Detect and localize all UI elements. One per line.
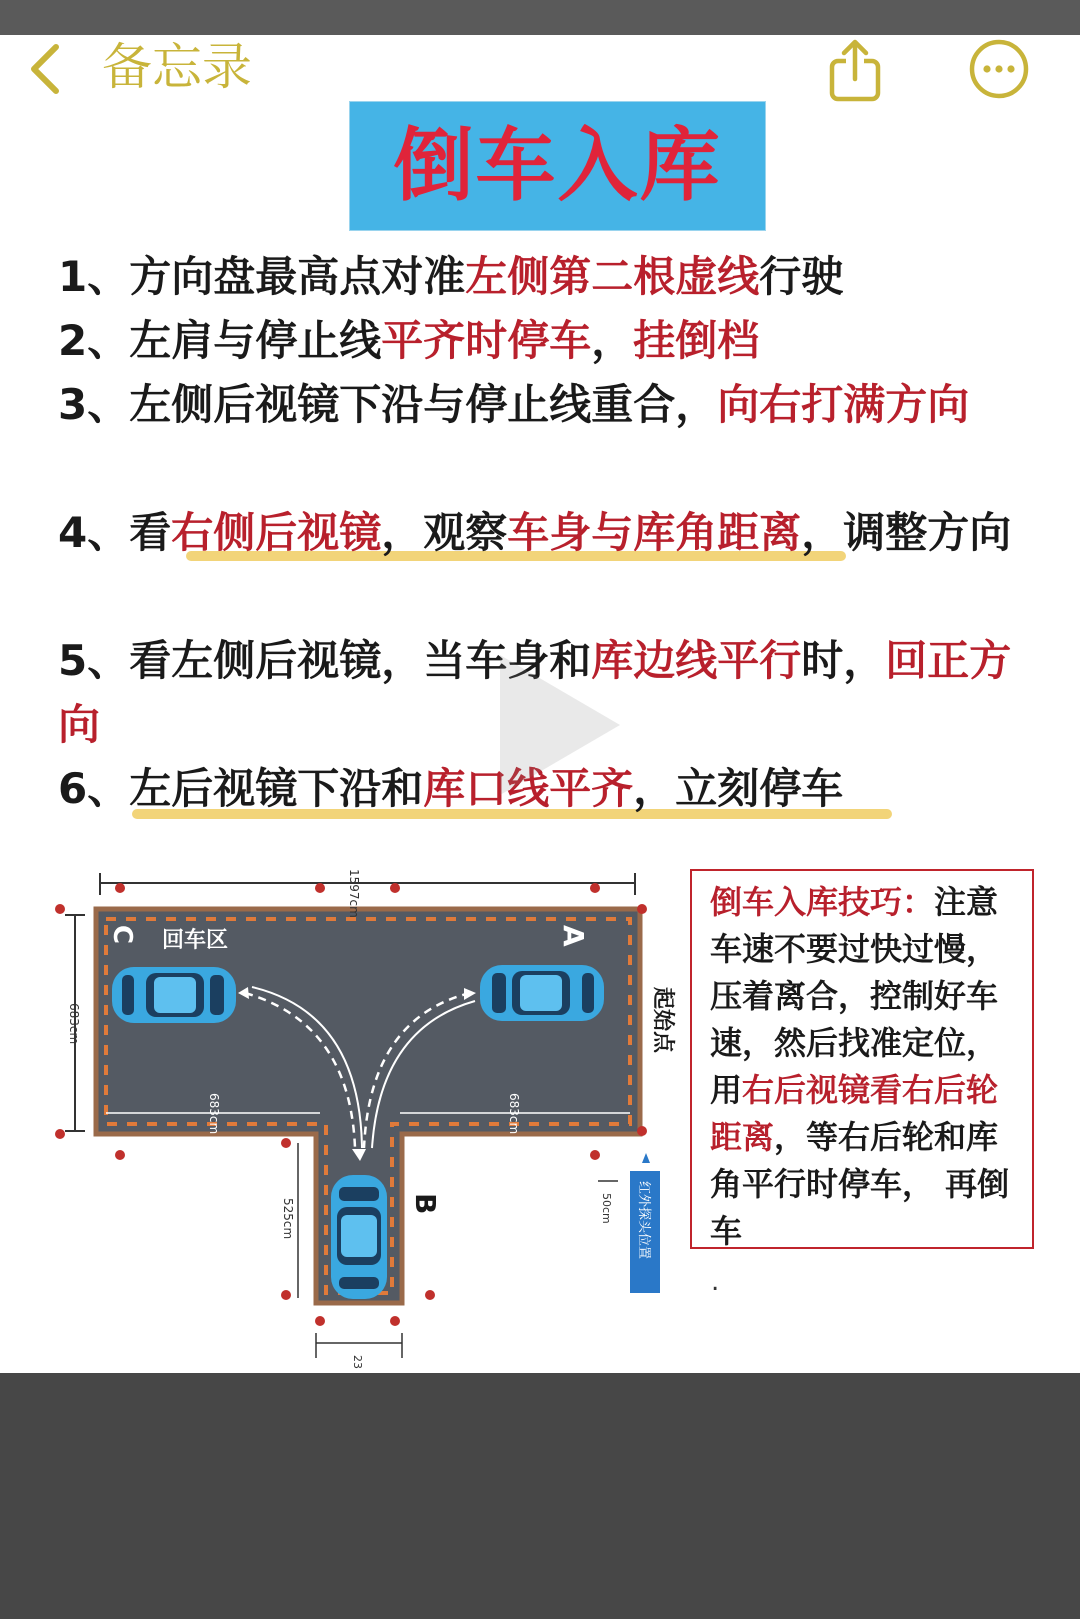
top-dimension: 1597cm [347,869,361,918]
left-dimension: 683cm [67,1003,81,1045]
tip-body-end: ，等右后轮和库角平行时停车， 再倒车 [710,1118,1010,1250]
depth-dimension: 525cm [281,1198,295,1240]
label-a: A [557,925,590,947]
bottom-area [0,1373,1080,1619]
play-icon[interactable] [470,640,640,810]
step-highlight: 库边线平行 [591,636,802,685]
gap-dimension: 50cm [600,1193,613,1224]
bottom-dimension: 23 [351,1355,364,1369]
tip-body: 注意车速不要过快过慢，压着离合，控制好车速，然后找准定位，用 [710,883,999,1109]
navigation-bar [0,35,1080,105]
step-text: 3、左侧后视镜下沿与停止线重合， [58,380,718,429]
note-page [0,35,1080,1373]
inner-right-dimension: 683cm [507,1093,521,1135]
step-text: 6、左后视镜下沿和 [58,764,424,813]
sensor-label: 红外探头位置 [636,1181,651,1260]
step-text: 4、看 [58,508,172,557]
step-text: ，观察 [381,508,508,557]
step-text: 5、看左侧后视镜，当车身和 [58,636,592,685]
turn-area-label: 回车区 [162,928,229,953]
title-banner [349,101,766,231]
tip-box [690,869,1034,1249]
step-highlight: 回正方向 [58,636,1012,749]
step-text: 1、方向盘最高点对准 [58,252,466,301]
chevron-left-icon[interactable] [26,41,66,97]
step-text: ，调整方向 [801,508,1012,557]
step-text: ，立刻停车 [633,764,844,813]
step-highlight: 右侧后视镜 [171,508,382,557]
step-3 [58,373,1028,501]
page-title: 倒车入库 [393,119,722,212]
step-text: 时， [801,636,886,685]
step-highlight: 左侧第二根虚线 [465,252,760,301]
inner-left-dimension: 683cm [207,1093,221,1135]
step-4 [58,501,1028,629]
label-c: C [107,925,137,945]
step-2 [58,309,1028,373]
parking-diagram [50,843,690,1373]
step-1 [58,245,1028,309]
step-highlight: 向右打满方向 [717,380,970,429]
step-text: ， [591,316,634,365]
tip-heading: 倒车入库技巧： [710,883,935,921]
back-button-label[interactable]: 备忘录 [102,38,252,96]
step-text: 行驶 [759,252,844,301]
trailing-dot: . [711,1267,720,1297]
step-highlight: 库口线平齐 [423,764,634,813]
step-highlight: 挂倒档 [633,316,760,365]
share-icon[interactable] [826,39,886,103]
start-point-label: 起始点 [650,987,675,1054]
tip-highlight: 右后视镜看右后轮距离 [710,1071,999,1156]
step-highlight: 车身与库角距离 [507,508,802,557]
tip-text [710,879,1020,1255]
more-icon[interactable] [968,38,1030,100]
step-text: 2、左肩与停止线 [58,316,382,365]
status-bar [0,0,1080,35]
step-highlight: 平齐时停车 [381,316,592,365]
label-b: B [409,1193,442,1215]
